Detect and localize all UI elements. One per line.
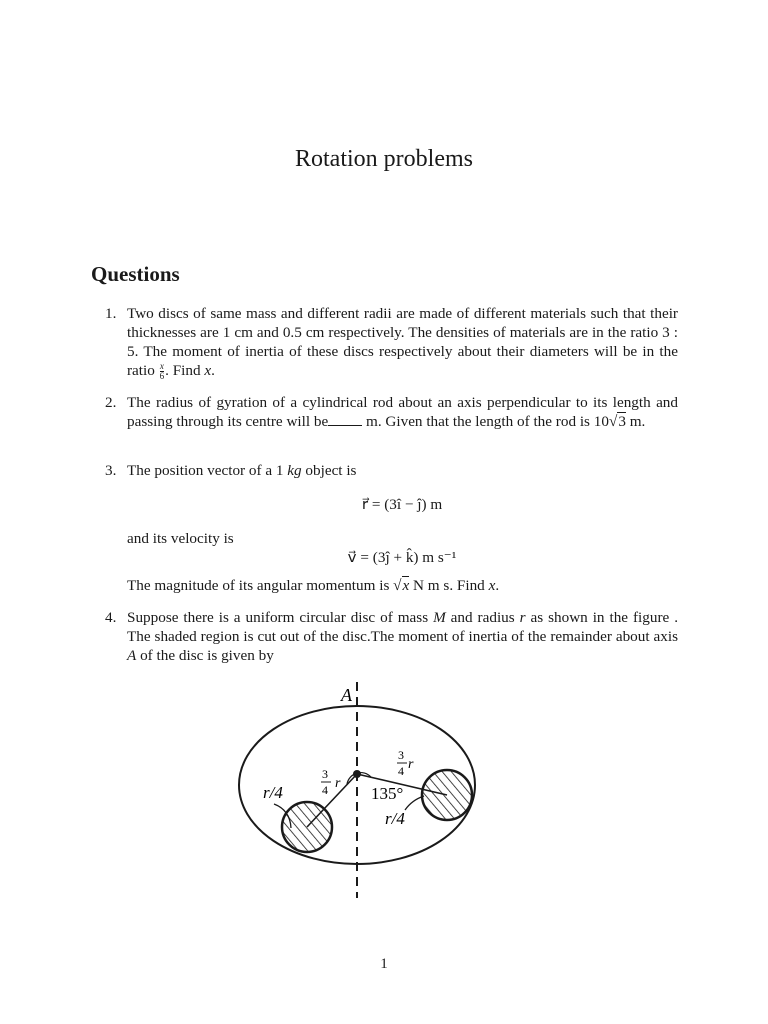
right-distance-num: 3 (398, 748, 404, 762)
question-4: 4. Suppose there is a uniform circular disc of mass M and radius r as shown in the figure . The shaded region is cut out of the disc.The moment of inertia of the remainder about axis A of the disc is given by (105, 609, 678, 664)
question-text: The radius of gyration of a cylindrical rod about an axis perpendicular to its length and passing through its centre will be (127, 394, 678, 430)
right-distance-den: 4 (398, 764, 404, 778)
question-text: The position vector of a 1 (127, 462, 288, 479)
question-1: 1. Two discs of same mass and different radii are made of different materials such that their thicknesses are 1 cm and 0.5 cm respectively. The densities of materials are in the ratio 3 : 5. The moment of inertia of these discs respectively about their diameters will be in the ratio $\frac{x}{6}$ . Find x. (105, 305, 678, 382)
question-number: 1. (105, 305, 117, 322)
angle-label: 135° (371, 784, 404, 803)
section-heading: Questions (91, 262, 180, 286)
right-distance-var: r (408, 757, 414, 772)
axis-label: A (341, 685, 352, 705)
page-title: Rotation problems (295, 146, 473, 172)
left-distance-num: 3 (322, 767, 328, 781)
question-text: The magnitude of its angular momentum is √x N m s. Find x. (127, 577, 500, 594)
question-number: 4. (105, 609, 117, 626)
question-number: 2. (105, 394, 117, 411)
equation-position: r⃗ = (3î − ĵ) m (361, 496, 443, 513)
left-distance-den: 4 (322, 783, 328, 797)
left-radius-label: r/4 (263, 783, 283, 802)
page-number: 1 (380, 956, 388, 972)
question-3: 3. The position vector of a 1 kg object is (105, 462, 357, 479)
question-2: 2. The radius of gyration of a cylindrical rod about an axis perpendicular to its length and passing through its centre will be m. Given that the length of the rod is 10√3 m. (105, 394, 678, 430)
right-radius-label: r/4 (385, 809, 405, 828)
answer-blank (328, 413, 362, 426)
question-text: and its velocity is (127, 530, 234, 547)
question-text: Two discs of same mass and different radii are made of different materials such that their thicknesses are 1 cm and 0.5 cm respectively. The densities of materials are in the ratio 3 : 5. The moment of inertia of these discs respectively about their diameters will be in the ratio (127, 305, 678, 379)
question-number: 3. (105, 462, 117, 479)
fraction: $\frac{x}{6}$ (159, 361, 165, 382)
equation-velocity: v⃗ = (3ĵ + k̂) m s⁻¹ (347, 549, 457, 566)
left-distance-var: r (335, 776, 341, 791)
disc-figure (0, 670, 768, 910)
